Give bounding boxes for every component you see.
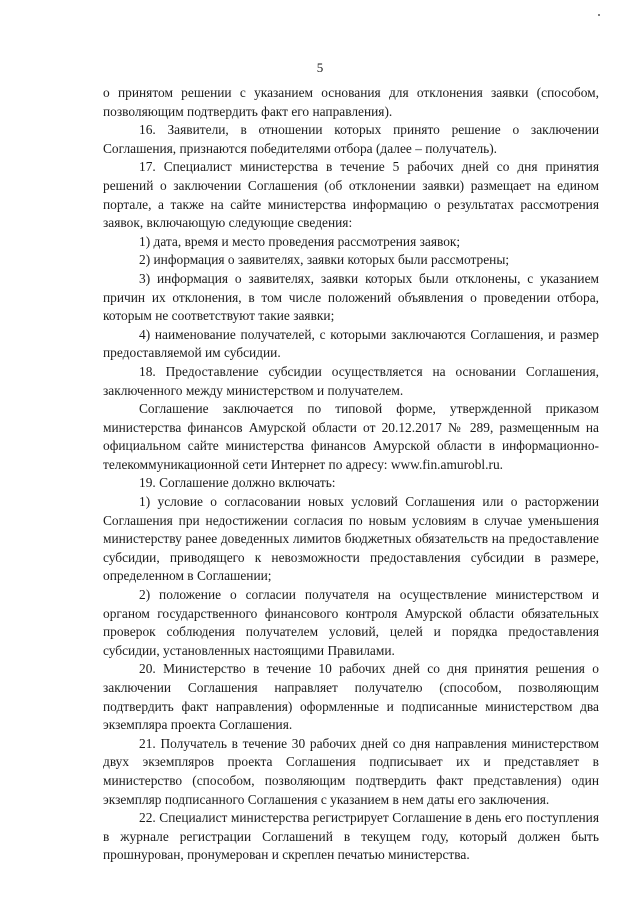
paragraph: 19. Соглашение должно включать: — [139, 475, 336, 491]
paragraph: о принятом решении с указанием основания для отклонения заявки (способом, позволяющим подтвердить факт его направления). — [103, 85, 599, 119]
paragraph: 4) наименование получателей, с которыми заключаются Соглашения, и размер предоставляемой им субсидии. — [103, 326, 599, 361]
paragraph: 21. Получатель в течение 30 рабочих дней со дня направления министерством двух экземпляров проекта Соглашения подписывает их и представляет в министерство (способом, позволяющим подтвердить факт представления) один экземпляр подписанного Соглашения с указанием в нем даты его заключения. — [103, 735, 599, 807]
paragraph: 2) информация о заявителях, заявки которых были рассмотрены; — [139, 252, 510, 268]
paragraph: 17. Специалист министерства в течение 5 рабочих дней со дня принятия решений о заключении Соглашения (об отклонении заявки) размещает на едином портале, а также на сайте министерства информацию о результатах рассмотрения заявок, включающую следующие сведения: — [103, 159, 599, 231]
paragraph: 1) условие о согласовании новых условий Соглашения или о расторжении Соглашения при недостижении согласия по новым условиям в случае уменьшения министерству ранее доведенных лимитов бюджетных обязательств на предоставление субсидии, приводящего к невозможности предоставления субсидии в размере, определенном в Соглашении; — [103, 494, 599, 584]
paragraph: 3) информация о заявителях, заявки которых были отклонены, с указанием причин их отклонения, в том числе положений объявления о проведении отбора, которым не соответствуют такие заявки; — [103, 270, 599, 324]
paragraph: 20. Министерство в течение 10 рабочих дней со дня принятия решения о заключении Соглашения направляет получателю (способом, позволяющим подтвердить факт направления) оформленные и подписанные министерством два экземпляра проекта Соглашения. — [103, 661, 599, 733]
paragraph: 2) положение о согласии получателя на осуществление министерством и органом государственного финансового контроля Амурской области обязательных проверок соблюдения получателем условий, целей и порядка предоставления субсидии, установленных настоящими Правилами. — [103, 587, 599, 658]
page-number: 5 — [316, 60, 324, 75]
document-body — [103, 84, 599, 865]
paragraph: 18. Предоставление субсидии осуществляется на основании Соглашения, заключенного между министерством и получателем. — [103, 363, 599, 398]
paragraph: Соглашение заключается по типовой форме, утвержденной приказом министерства финансов Амурской области от 20.12.2017 № 289, размещенным на официальном сайте министерства финансов Амурской области в информационно-телекоммуникационной сети Интернет по адресу: www.fin.amurobl.ru. — [103, 401, 599, 472]
paragraph: 16. Заявители, в отношении которых принято решение о заключении Соглашения, признаются победителями отбора (далее – получатель). — [103, 122, 599, 156]
paragraph: 1) дата, время и место проведения рассмотрения заявок; — [139, 233, 461, 249]
paragraph: 22. Специалист министерства регистрирует Соглашение в день его поступления в журнале регистрации Соглашений в текущем году, который должен быть прошнурован, пронумерован и скреплен печатью министерства. — [103, 810, 599, 863]
scan-mark — [598, 14, 600, 16]
